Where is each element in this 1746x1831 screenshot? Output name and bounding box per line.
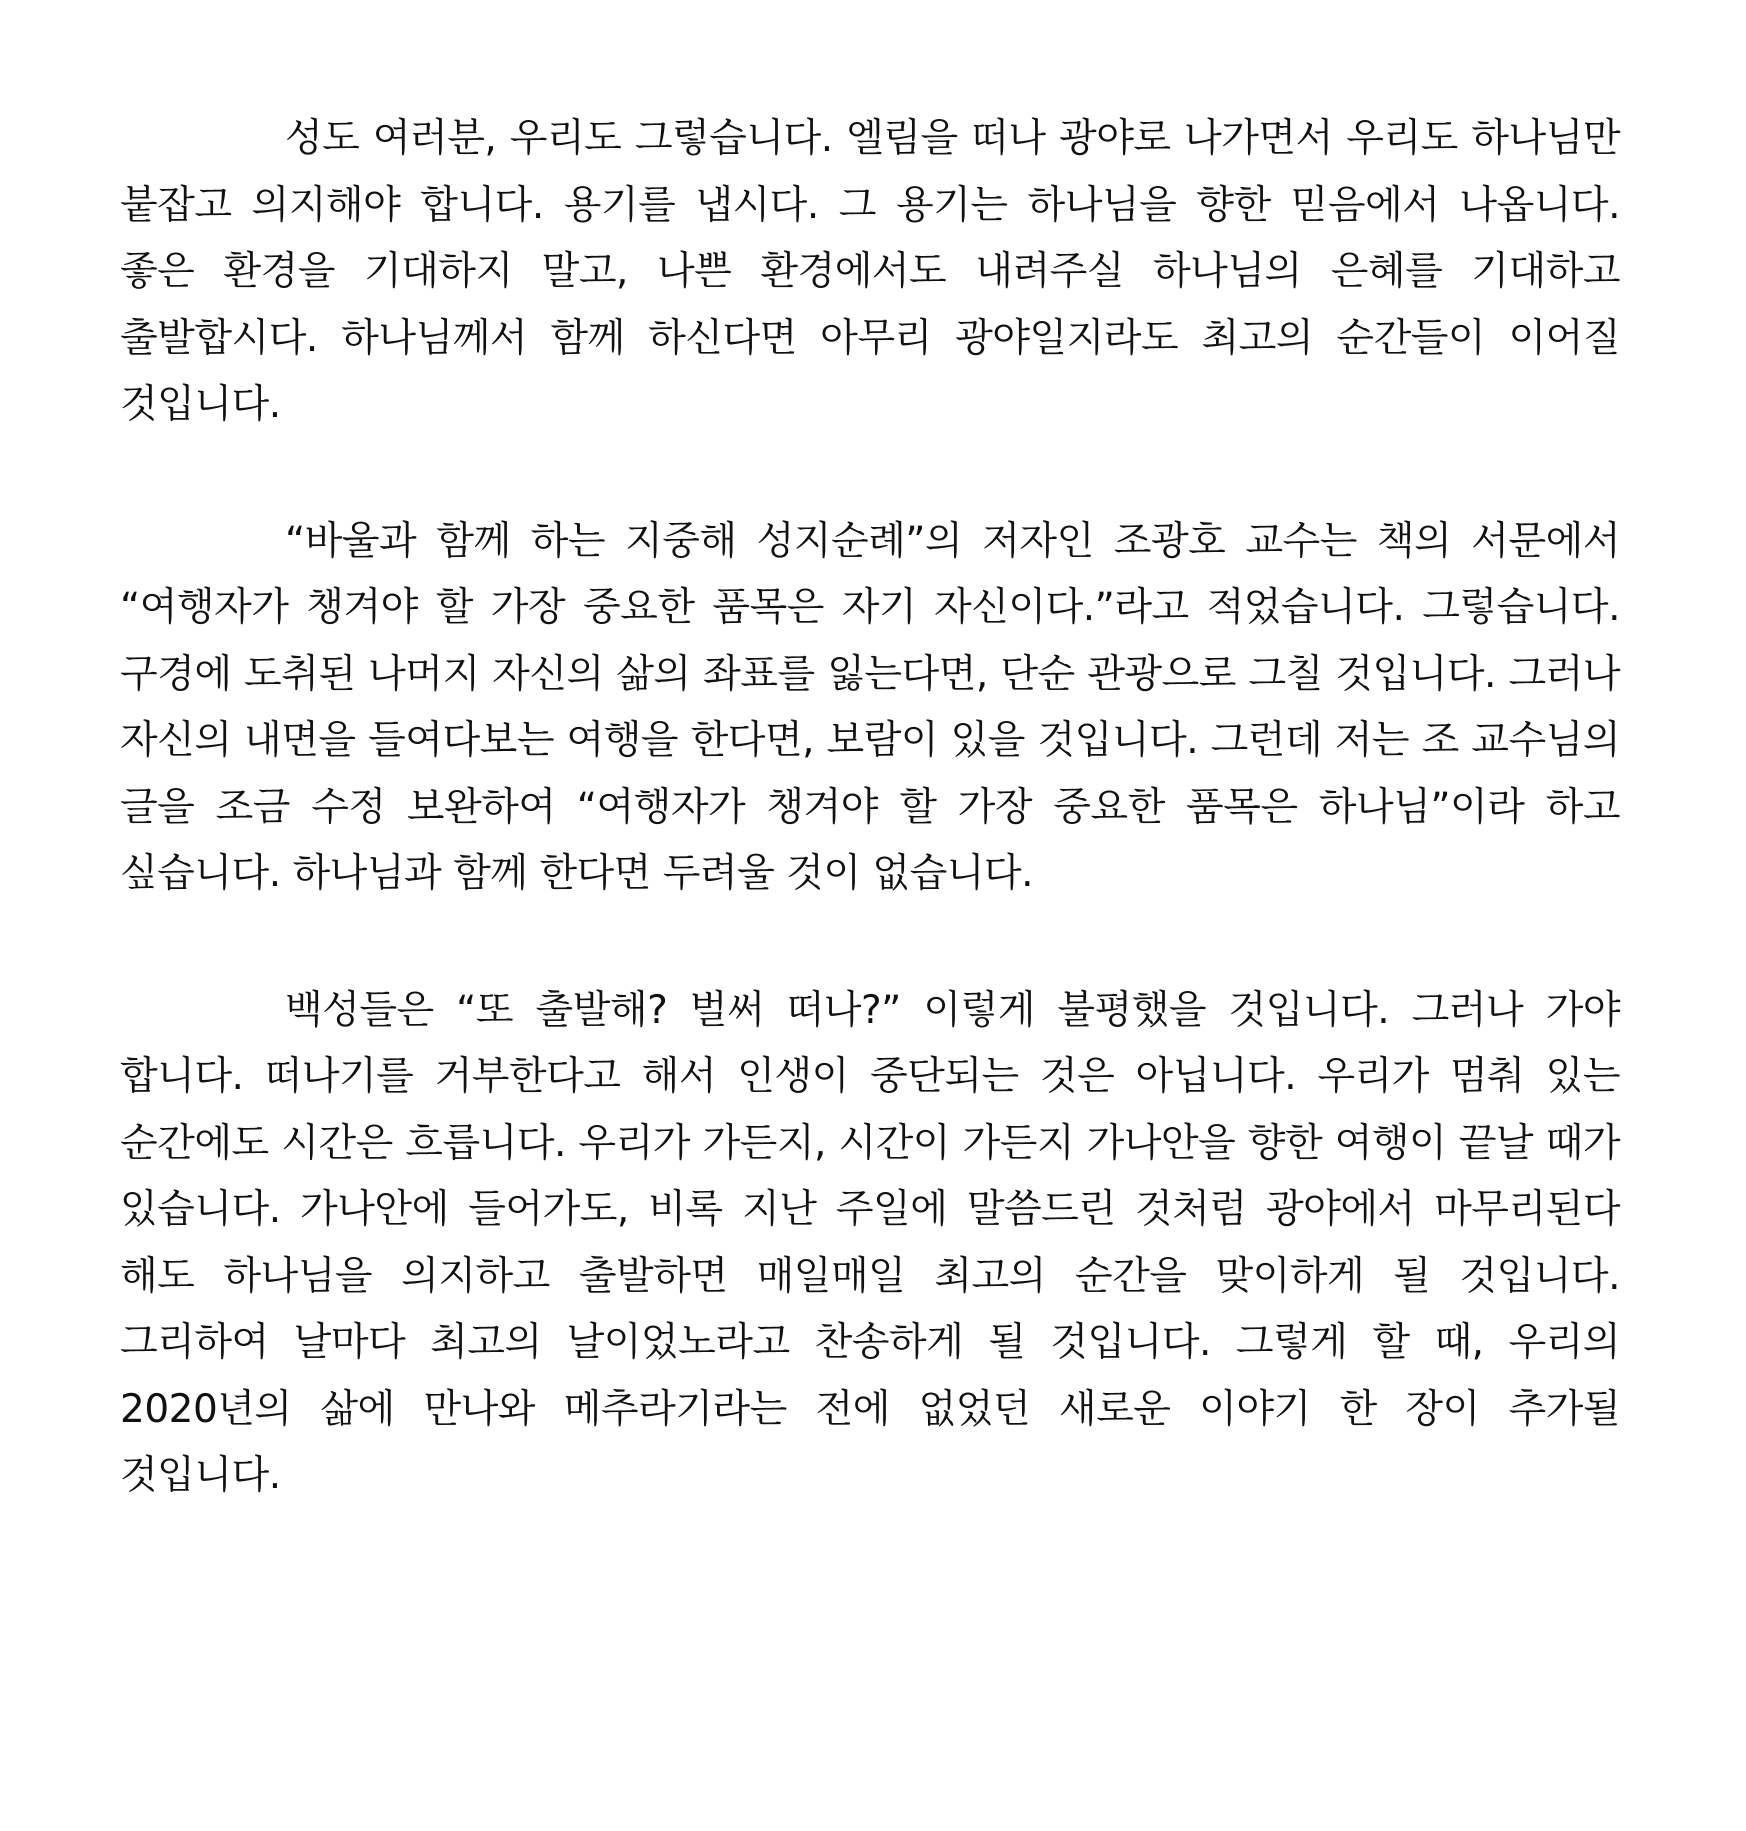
paragraph-2: “바울과 함께 하는 지중해 성지순례”의 저자인 조광호 교수는 책의 서문에서 “여행자가 챙겨야 할 가장 중요한 품목은 자기 자신이다.”라고 적었습니다. 그렇습니다. 구경에 도취된 나머지 자신의 삶의 좌표를 잃는다면, 단순 관광으로 그칠 것입니다. 그러나 자신의 내면을 들여다보는 여행을 한다면, 보람이 있을 것입니다. 그런데 저는 조 교수님의 글을 조금 수정 보완하여 “여행자가 챙겨야 할 가장 중요한 품목은 하나님”이라 하고 싶습니다. 하나님과 함께 한다면 두려울 것이 없습니다. [120, 518, 1620, 896]
paragraph-3: 백성들은 “또 출발해? 벌써 떠나?” 이렇게 불평했을 것입니다. 그러나 가야 합니다. 떠나기를 거부한다고 해서 인생이 중단되는 것은 아닙니다. 우리가 멈춰 있는 순간에도 시간은 흐릅니다. 우리가 가든지, 시간이 가든지 가나안을 향한 여행이 끝날 때가 있습니다. 가나안에 들어가도, 비록 지난 주일에 말씀드린 것처럼 광야에서 마무리된다 해도 하나님을 의지하고 출발하면 매일매일 최고의 순간을 맞이하게 될 것입니다. 그리하여 날마다 최고의 날이었노라고 찬송하게 될 것입니다. 그렇게 할 때, 우리의 2020년의 삶에 만나와 메추라기라는 전에 없었던 새로운 이야기 한 장이 추가될 것입니다. [120, 987, 1620, 1498]
paragraph-1: 성도 여러분, 우리도 그렇습니다. 엘림을 떠나 광야로 나가면서 우리도 하나님만 붙잡고 의지해야 합니다. 용기를 냅시다. 그 용기는 하나님을 향한 믿음에서 나옵니다. 좋은 환경을 기대하지 말고, 나쁜 환경에서도 내려주실 하나님의 은혜를 기대하고 출발합시다. 하나님께서 함께 하신다면 아무리 광야일지라도 최고의 순간들이 이어질 것입니다. [120, 116, 1620, 427]
document-body [120, 106, 1620, 1510]
